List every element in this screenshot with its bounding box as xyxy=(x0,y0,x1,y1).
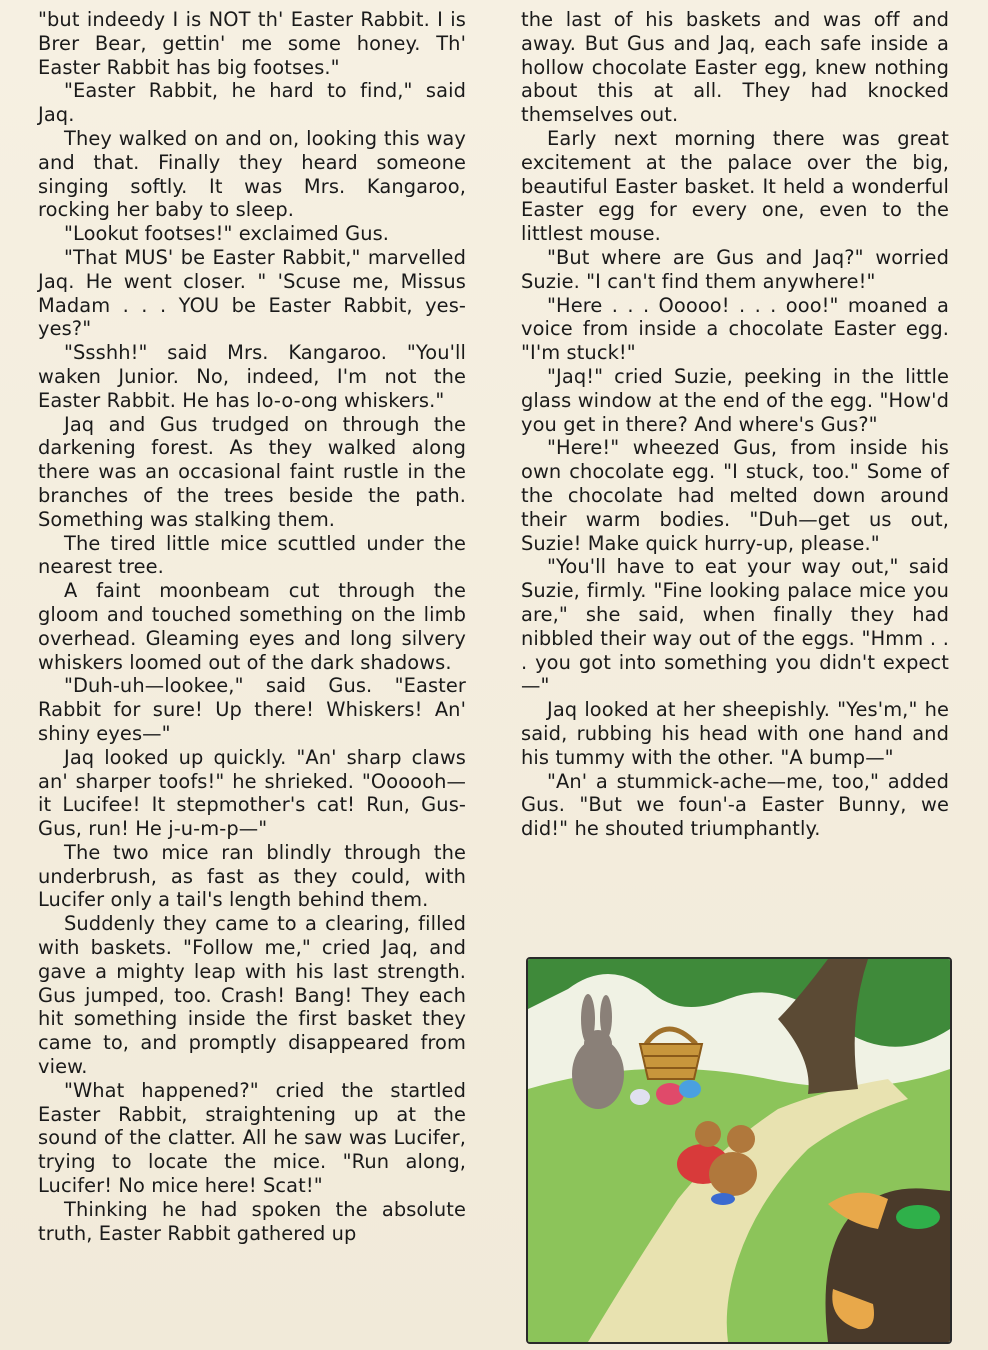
paragraph: Jaq and Gus trudged on through the darkening forest. As they walked along there was an occasional faint rustle in the branches of the trees beside the path. Something was stalking them. xyxy=(38,412,466,531)
lucifer-cat xyxy=(826,1188,951,1342)
paragraph: "Lookut footses!" exclaimed Gus. xyxy=(64,222,390,246)
paragraph: "But where are Gus and Jaq?" worried Suzie. "I can't find them anywhere!" xyxy=(521,245,949,293)
paragraph: Early next morning there was great excitement at the palace over the big, beautiful Easter basket. It held a wonderful Easter egg for every one, even to the littlest mouse. xyxy=(521,126,949,246)
paragraph: "Ssshh!" said Mrs. Kangaroo. "You'll waken Junior. No, indeed, I'm not the Easter Rabbit. He has lo-o-ong whiskers." xyxy=(38,341,466,412)
paragraph: A faint moonbeam cut through the gloom and touched something on the limb overhead. Gleaming eyes and long silvery whiskers loomed out of the dark shadows. xyxy=(38,579,466,674)
paragraph: "Easter Rabbit, he hard to find," said Jaq. xyxy=(38,79,466,127)
paragraph: "Here . . . Ooooo! . . . ooo!" moaned a voice from inside a chocolate Easter egg. "I'm stuck!" xyxy=(521,293,949,365)
right-text-column xyxy=(521,8,949,841)
paragraph: Suddenly they came to a clearing, filled with baskets. "Follow me," cried Jaq, and gave a mighty leap with his last strength. Gus jumped, too. Crash! Bang! They each hit something inside the first basket they came to, and promptly disappeared from view. xyxy=(38,912,466,1079)
paragraph: "An' a stummick-ache—me, too," added Gus. "But we foun'-a Easter Bunny, we did!" he shouted triumphantly. xyxy=(521,769,949,841)
paragraph: The tired little mice scuttled under the nearest tree. xyxy=(38,531,466,579)
paragraph: "What happened?" cried the startled Easter Rabbit, straightening up at the sound of the clatter. All he saw was Lucifer, trying to locate the mice. "Run along, Lucifer! No mice here! Scat!" xyxy=(38,1078,466,1198)
paragraph: "You'll have to eat your way out," said Suzie, firmly. "Fine looking palace mice you are," she said, when finally they had nibbled their way out of the eggs. "Hmm . . . you got into something you didn't expect—" xyxy=(521,555,949,698)
left-text-column xyxy=(38,8,466,1245)
paragraph: Thinking he had spoken the absolute truth, Easter Rabbit gathered up xyxy=(38,1197,466,1245)
illustration-art xyxy=(528,959,950,1342)
paragraph: "Jaq!" cried Suzie, peeking in the little glass window at the end of the egg. "How'd you get in there? And where's Gus?" xyxy=(521,364,949,436)
paragraph: Jaq looked at her sheepishly. "Yes'm," he said, rubbing his head with one hand and his tummy with the other. "A bump—" xyxy=(521,698,949,769)
paragraph: They walked on and on, looking this way and that. Finally they heard someone singing softly. It was Mrs. Kangaroo, rocking her baby to sleep. xyxy=(38,126,466,222)
easter-forest-illustration xyxy=(526,957,952,1344)
paragraph: "That MUS' be Easter Rabbit," marvelled Jaq. He went closer. " 'Scuse me, Missus Madam . . . YOU be Easter Rabbit, yes-yes?" xyxy=(38,245,466,341)
paragraph: "Here!" wheezed Gus, from inside his own chocolate egg. "I stuck, too." Some of the chocolate had melted down around their warm bodies. "Duh—get us out, Suzie! Make quick hurry-up, please." xyxy=(521,436,949,555)
paragraph: "but indeedy I is NOT th' Easter Rabbit. I is Brer Bear, gettin' me some honey. Th' Easter Rabbit has big footses." xyxy=(38,8,466,79)
paragraph: the last of his baskets and was off and away. But Gus and Jaq, each safe inside a hollow chocolate Easter egg, knew nothing about this at all. They had knocked themselves out. xyxy=(521,8,949,127)
paragraph: "Duh-uh—lookee," said Gus. "Easter Rabbit for sure! Up there! Whiskers! An' shiny eyes—" xyxy=(38,674,466,745)
paragraph: The two mice ran blindly through the underbrush, as fast as they could, with Lucifer only a tail's length behind them. xyxy=(38,840,466,912)
paragraph: Jaq looked up quickly. "An' sharp claws an' sharper toofs!" he shrieked. "Oooooh—it Lucifee! It stepmother's cat! Run, Gus-Gus, run! He j-u-m-p—" xyxy=(38,745,466,841)
